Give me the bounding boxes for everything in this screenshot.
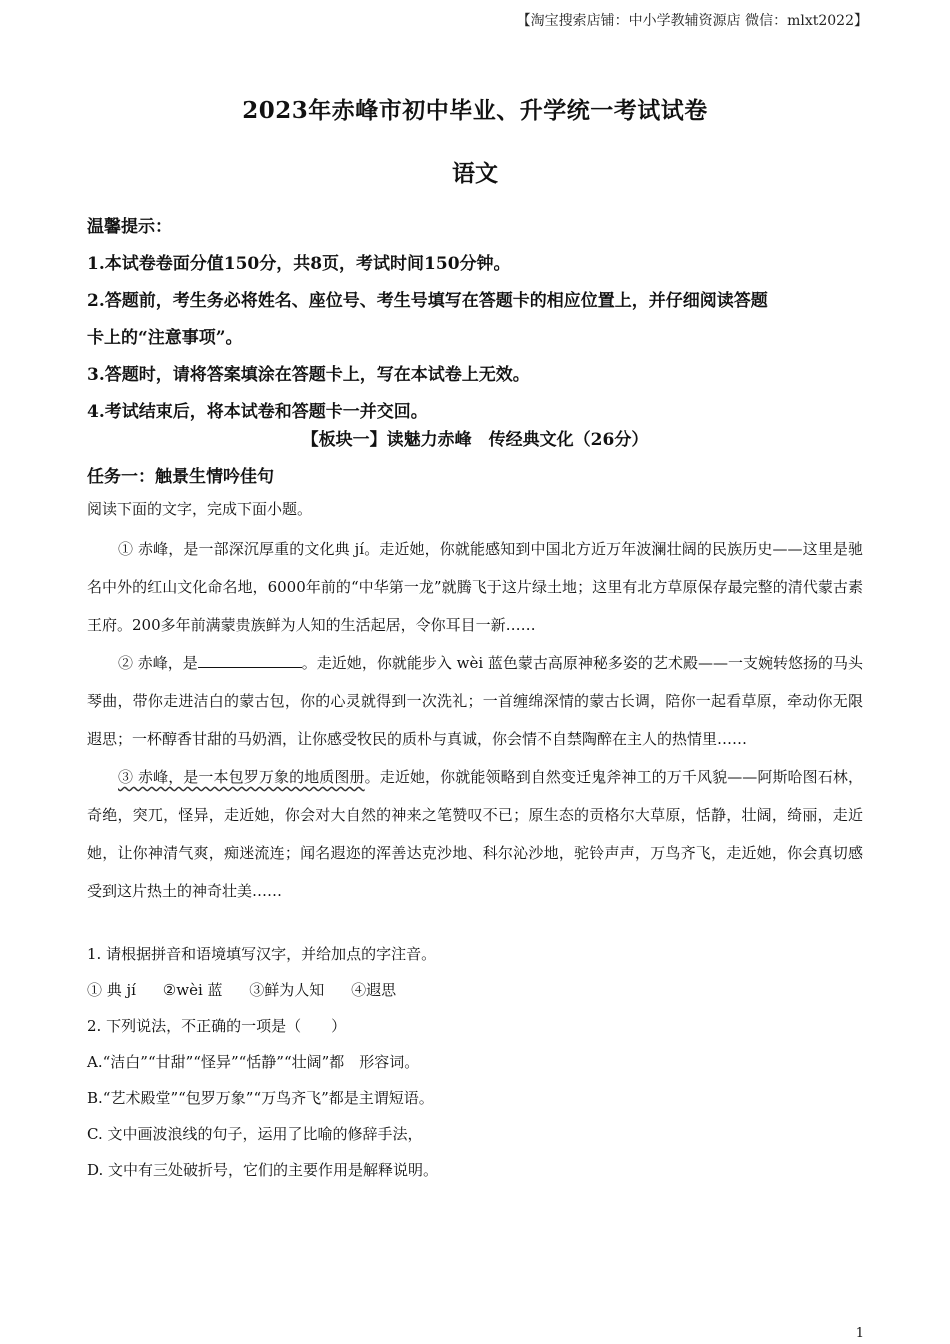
q1-item-4: ④遐思 (351, 981, 397, 999)
tip-item-2b: 卡上的“注意事项”。 (87, 328, 243, 348)
q1-item-1: ① 典 jí (87, 981, 136, 999)
question-1: 1. 请根据拼音和语境填写汉字，并给加点的字注音。 (87, 945, 437, 963)
q1-item-2: ②wèi 蓝 (162, 981, 223, 999)
question-1-items (87, 972, 877, 1008)
option-b: B.“艺术殿堂”“包罗万象”“万鸟齐飞”都是主谓短语。 (87, 1089, 434, 1107)
task-heading: 任务一：触景生情吟佳句 (87, 467, 274, 487)
passage-paragraph-1: ① 赤峰，是一部深沉厚重的文化典 jí。走近她，你就能感知到中国北方近万年波澜壮阔的民族历史——这里是驰名中外的红山文化命名地，6000年前的“中华第一龙”就腾飞于这片绿土地；这里有北方草原保存最完整的清代蒙古素王府。200多年前满蒙贵族鲜为人知的生活起居，令你耳目一新…… (87, 540, 863, 634)
tips-heading: 温馨提示： (87, 217, 172, 237)
question-2: 2. 下列说法，不正确的一项是（ ） (87, 1017, 347, 1035)
passage-paragraph-2 (87, 644, 863, 758)
reading-instruction: 阅读下面的文字，完成下面小题。 (87, 500, 313, 518)
exam-title: 2023年赤峰市初中毕业、升学统一考试试卷 (242, 97, 708, 124)
option-c: C. 文中画波浪线的句子，运用了比喻的修辞手法， (87, 1125, 423, 1143)
tip-item-2a: 2.答题前，考生务必将姓名、座位号、考生号填写在答题卡的相应位置上，并仔细阅读答题 (87, 291, 768, 311)
header-note: 【淘宝搜索店铺：中小学教辅资源店 微信：mlxt2022】 (516, 13, 868, 29)
wavy-underlined-sentence: ③ 赤峰，是一本包罗万象的地质图册 (118, 768, 365, 786)
q1-item-3: ③鲜为人知 (249, 981, 325, 999)
page-number: 1 (855, 1326, 864, 1341)
passage-paragraph-3 (87, 758, 863, 910)
tip-item-1: 1.本试卷卷面分值150分，共8页，考试时间150分钟。 (87, 254, 511, 274)
option-a: A.“洁白”“甘甜”“怪异”“恬静”“壮阔”都 形容词。 (87, 1053, 420, 1071)
questions-section (87, 936, 877, 1188)
tip-item-3: 3.答题时，请将答案填涂在答题卡上，写在本试卷上无效。 (87, 365, 530, 385)
block-heading: 【板块一】读魅力赤峰 传经典文化（26分） (301, 430, 649, 450)
tips-section (87, 209, 877, 431)
passage-p2-start: ② 赤峰，是 (118, 654, 198, 672)
passage-p3-rest: 。走近她，你就能领略到自然变迁鬼斧神工的万千风貌——阿斯哈图石林，奇绝，突兀，怪异，走近她，你会对大自然的神来之笔赞叹不已；原生态的贡格尔大草原，恬静，壮阔，绮丽，走近她，让你神清气爽，痴迷流连；闻名遐迩的浑善达克沙地、科尔沁沙地，驼铃声声，万鸟齐飞，走近她，你会真切感受到这片热土的神奇壮美…… (87, 768, 863, 900)
exam-subject: 语文 (452, 160, 498, 187)
passage-p2-rest: 。走近她，你就能步入 wèi 蓝色蒙古高原神秘多姿的艺术殿——一支婉转悠扬的马头琴曲，带你走进洁白的蒙古包，你的心灵就得到一次洗礼；一首缠绵深情的蒙古长调，陪你一起看草原，牵动你无限遐思；一杯醇香甘甜的马奶酒，让你感受牧民的质朴与真诚，你会情不自禁陶醉在主人的热情里…… (87, 654, 863, 748)
reading-passage (87, 530, 863, 910)
tip-item-4: 4.考试结束后，将本试卷和答题卡一并交回。 (87, 402, 428, 422)
option-d: D. 文中有三处破折号，它们的主要作用是解释说明。 (87, 1161, 439, 1179)
fill-blank (198, 653, 302, 668)
